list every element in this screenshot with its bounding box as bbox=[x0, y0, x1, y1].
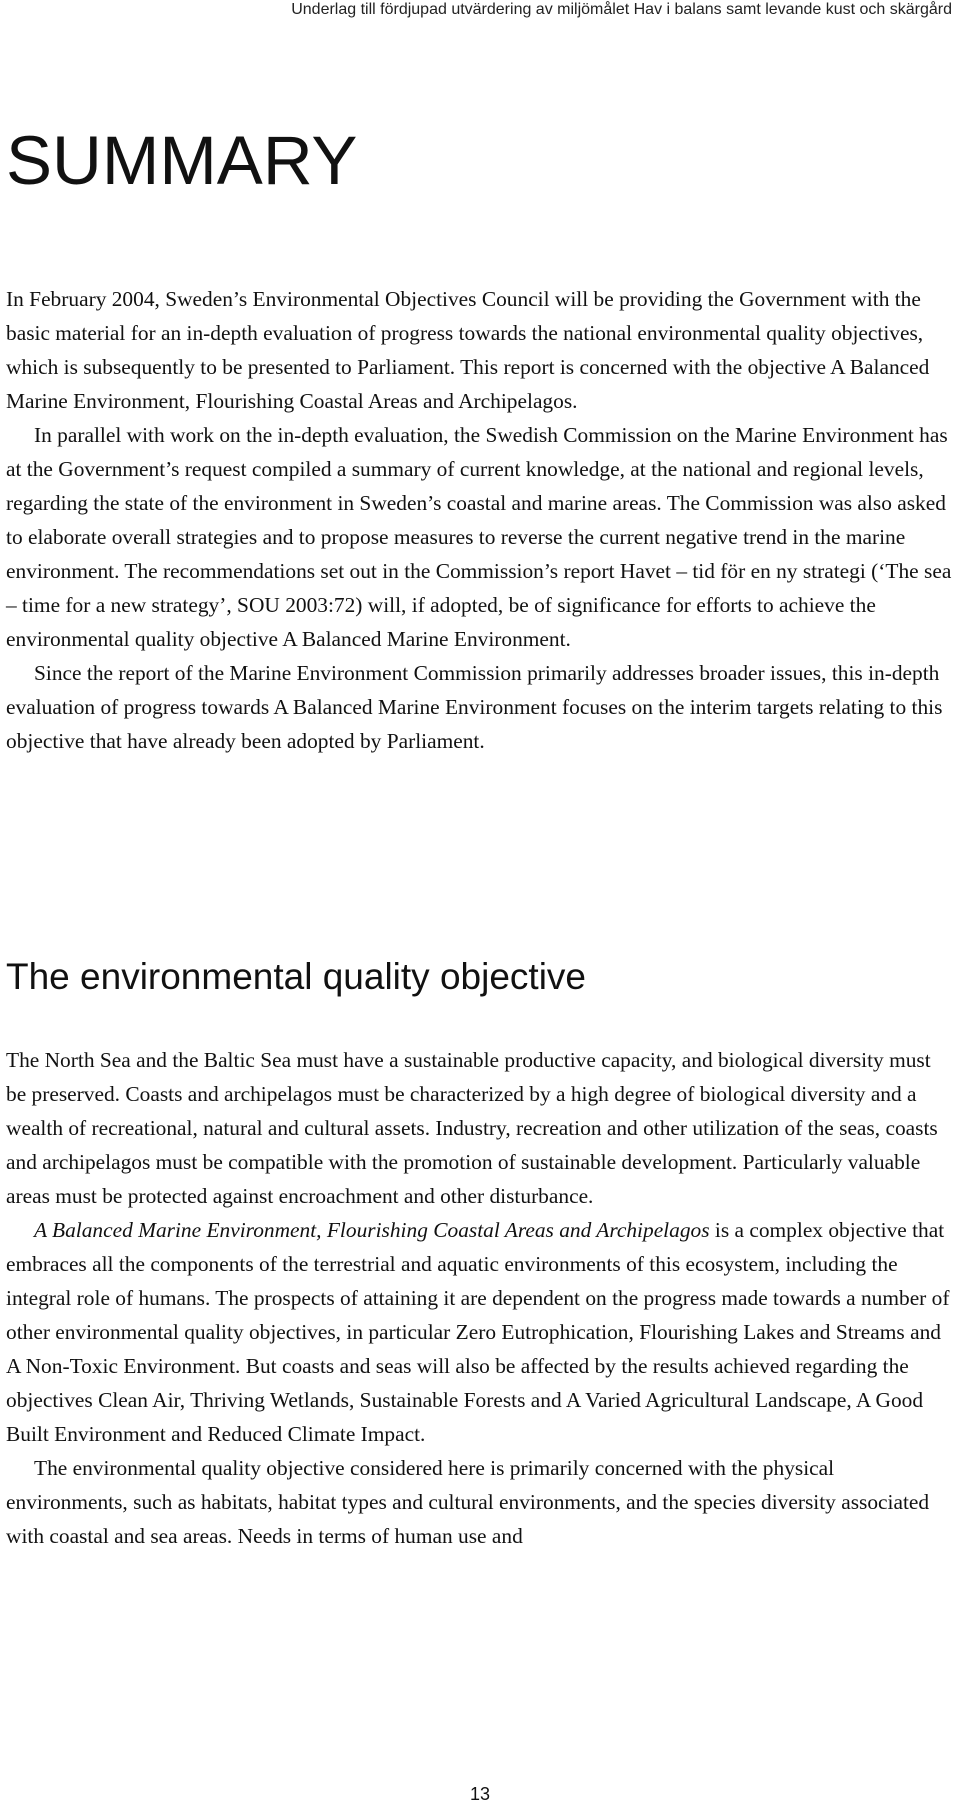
summary-paragraph: In parallel with work on the in-depth evaluation, the Swedish Commission on the Marine Environment has at the Government’s request compiled a summary of current knowledge, at the national and regional levels, regarding the state of the environment in Sweden’s coastal and marine areas. The Commission was also asked to elaborate overall strategies and to propose measures to reverse the current negative trend in the marine environment. The recommendations set out in the Commission’s report Havet – tid för en ny strategi (‘The sea – time for a new strategy’, SOU 2003:72) will, if adopted, be of significance for efforts to achieve the environmental quality objective A Balanced Marine Environment. bbox=[6, 423, 952, 651]
page-number: 13 bbox=[469, 1784, 491, 1804]
summary-body bbox=[6, 282, 956, 758]
summary-paragraph: In February 2004, Sweden’s Environmental Objectives Council will be providing the Government with the basic material for an in-depth evaluation of progress towards the national environmental quality objectives, which is subsequently to be presented to Parliament. This report is concerned with the objective A Balanced Marine Environment, Flourishing Coastal Areas and Archipelagos. bbox=[6, 287, 930, 413]
running-header: Underlag till fördjupad utvärdering av miljömålet Hav i balans samt levande kust och skärgård bbox=[291, 1, 952, 18]
objective-paragraph: The environmental quality objective considered here is primarily concerned with the physical environments, such as habitats, habitat types and cultural environments, and the species diversity associated with coastal and sea areas. Needs in terms of human use and bbox=[6, 1456, 930, 1548]
objective-paragraph-text: is a complex objective that embraces all the components of the terrestrial and aquatic environments of this ecosystem, including the integral role of humans. The prospects of attaining it are dependent on the progress made towards a number of other environmental quality objectives, in particular Zero Eutrophication, Flourishing Lakes and Streams and A Non-Toxic Environment. But coasts and seas will also be affected by the results achieved regarding the objectives Clean Air, Thriving Wetlands, Sustainable Forests and A Varied Agricultural Landscape, A Good Built Environment and Reduced Climate Impact. bbox=[6, 1218, 950, 1446]
objective-title-italic: A Balanced Marine Environment, Flourishing Coastal Areas and Archipelagos bbox=[34, 1218, 710, 1242]
objective-paragraph bbox=[6, 1213, 956, 1451]
section-heading: The environmental quality objective bbox=[6, 956, 586, 997]
summary-paragraph: Since the report of the Marine Environment Commission primarily addresses broader issues, this in-depth evaluation of progress towards A Balanced Marine Environment focuses on the interim targets relating to this objective that have already been adopted by Parliament. bbox=[6, 661, 943, 753]
objective-body bbox=[6, 1043, 956, 1553]
page-title: SUMMARY bbox=[6, 122, 358, 199]
objective-paragraph: The North Sea and the Baltic Sea must have a sustainable productive capacity, and biological diversity must be preserved. Coasts and archipelagos must be characterized by a high degree of biological diversity and a wealth of recreational, natural and cultural assets. Industry, recreation and other utilization of the seas, coasts and archipelagos must be compatible with the promotion of sustainable development. Particularly valuable areas must be protected against encroachment and other disturbance. bbox=[6, 1048, 938, 1208]
